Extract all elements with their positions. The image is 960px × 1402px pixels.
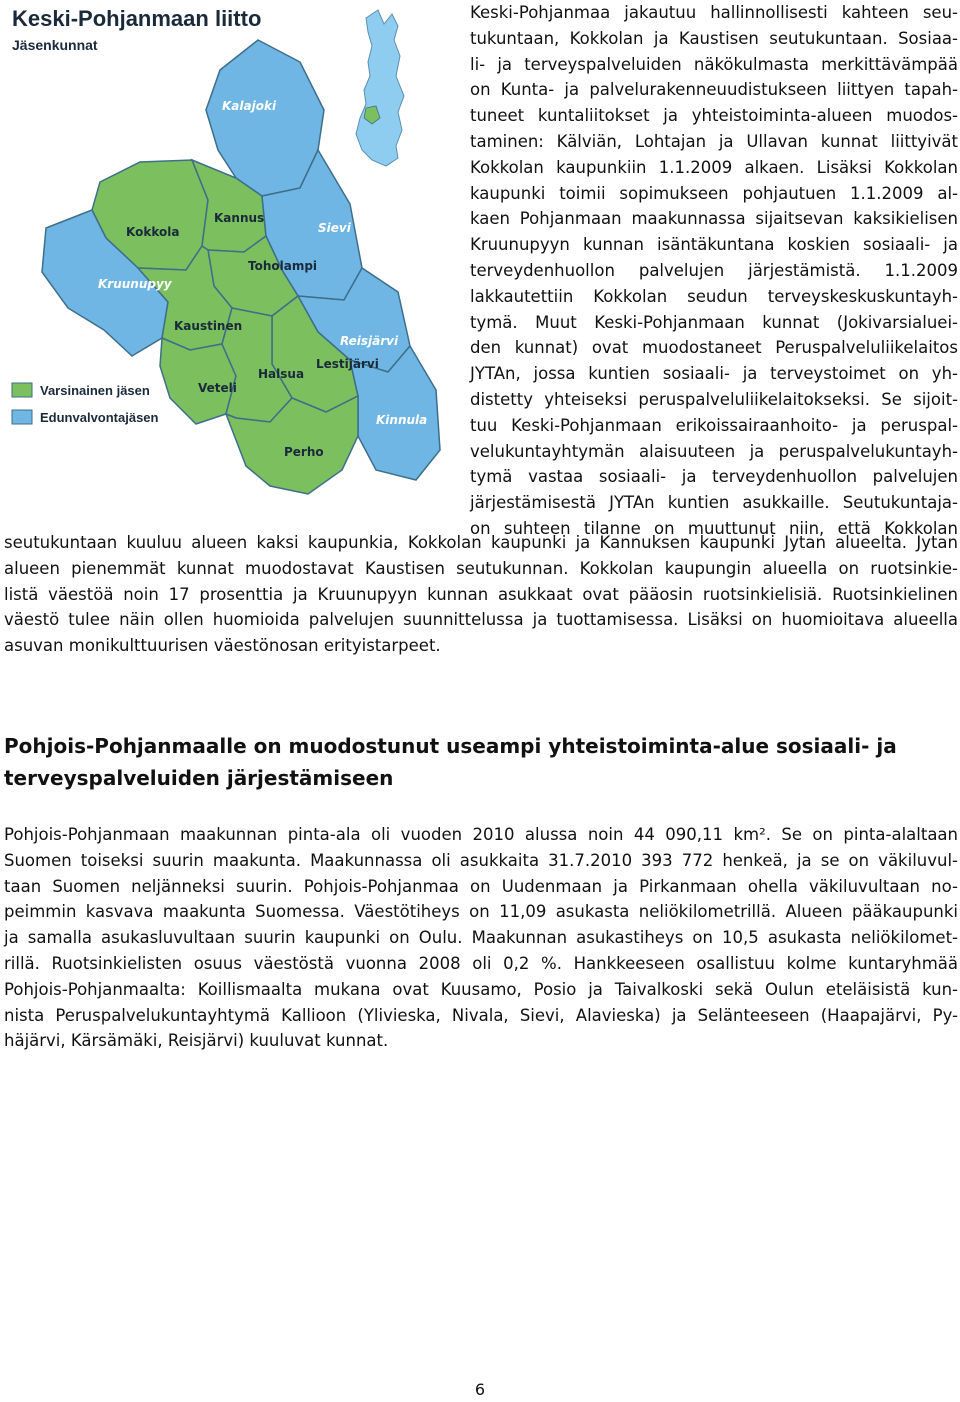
text-line: listä väestöä noin 17 prosenttia ja Kruunupyyn kunnan asukkaat ovat pääosin ruotsinkielisiä. Ruotsinkielinen [4,584,958,604]
text-line: on suhteen tilanne on muuttunut niin, että Kokkolan [470,518,958,538]
text-line: kaupunki toimii sopimukseen pohjautuen 1.1.2009 al- [470,183,958,203]
text-line: ja samalla asukasluvultaan suurin kaupunki on Oulu. Maakunnan asukastiheys on 10,5 asukasta neliökilomet- [4,928,958,948]
text-line: seutukuntaan kuuluu alueen kaksi kaupunkia, Kokkolan kaupunki ja Kannuksen kaupunki Jytan alueelta. Jytan [4,533,958,552]
text-line: väestö tulee näin ollen huomioida palvelujen suunnittelussa ja tuottamisessa. Lisäksi on huomioitava alueella [4,610,958,630]
legend-swatch-advocacy [12,410,32,424]
text-line: taan Suomen neljänneksi suurin. Pohjois-Pohjanmaa on Uudenmaan ja Pirkanmaan ohella väkiluvultaan no- [4,876,958,896]
text-line: peimmin kasvava maakunta Suomessa. Väestötiheys on 11,09 asukasta neliökilometrillä. Alueen pääkaupunki [4,902,958,922]
legend-swatch-member [12,383,32,397]
text-line: järjestämisestä JYTAn kuntien asukkaille. Seutukuntaja- [470,493,958,513]
label-halsua: Halsua [258,367,305,381]
label-veteli: Veteli [198,381,237,395]
map-subtitle: Jäsenkunnat [12,37,98,53]
legend-label-advocacy: Edunvalvontajäsen [40,410,159,425]
intro-continuation-text [4,530,958,659]
label-kokkola: Kokkola [126,225,180,239]
label-perho: Perho [284,445,324,459]
heading-line: terveyspalveluiden järjestämiseen [4,766,394,790]
pohjois-pohjanmaa-paragraph [4,822,958,1054]
legend-label-member: Varsinainen jäsen [40,383,150,398]
label-sievi: Sievi [318,221,351,235]
text-line: Kruunupyyn kunnan isäntäkuntana koskien sosiaali- ja [470,235,958,255]
page-number: 6 [474,1380,486,1399]
label-lestijarvi: Lestijärvi [316,357,379,371]
label-kannus: Kannus [214,211,265,225]
label-kalajoki: Kalajoki [222,99,277,113]
text-line: taminen: Kälviän, Lohtajan ja Ullavan kunnat liittyivät [470,131,958,151]
text-line: den kunnat) ovat muodostaneet Peruspalveluliikelaitos [470,338,958,358]
text-line: velukuntayhtymän alaisuuteen ja peruspalvelukuntayh- [470,441,958,461]
text-line: distetty yhteiseksi peruspalveluliikelaitokseksi. Se sijoit- [470,389,958,409]
label-kruunupyy: Kruunupyy [98,277,172,291]
text-line: tukuntaan, Kokkolan ja Kaustisen seutukuntaan. Sosiaa- [470,28,958,48]
text-line: terveydenhuollon palvelujen järjestämistä. 1.1.2009 [470,260,958,280]
text-line: Pohjois-Pohjanmaalta: Koillismaalta mukana ovat Kuusamo, Posio ja Taivalkoski sekä Oulun eteläisistä kun- [4,979,958,999]
text-line: tymä. Muut Keski-Pohjanmaan kunnat (Jokivarsialuei- [470,312,958,332]
text-line: asuvan monikulttuurisen väestönosan erityistarpeet. [4,636,441,656]
text-line: tymä vastaa sosiaali- ja terveydenhuollon palvelujen [470,467,958,487]
finland-silhouette [356,10,404,166]
map-graphic [0,0,462,520]
text-line: JYTAn, jossa kuntien sosiaali- ja terveystoimet on yh- [470,364,958,384]
label-toholampi: Toholampi [248,259,318,273]
text-line: li- ja terveyspalveluiden näkökulmasta merkittävämpää [470,54,958,74]
label-reisjarvi: Reisjärvi [340,334,399,348]
heading-line: Pohjois-Pohjanmaalle on muodostunut useampi yhteistoiminta-alue sosiaali- ja [4,734,897,758]
intro-column-text [470,0,958,542]
label-kinnula: Kinnula [376,413,428,427]
text-line: alueen pienemmät kunnat muodostavat Kaustisen seutukunnan. Kokkolan kaupungin alueella on ruotsinkie- [4,558,958,578]
text-line: Pohjois-Pohjanmaan maakunnan pinta-ala oli vuoden 2010 alussa noin 44 090,11 km². Se on pinta-alaltaan [4,825,958,844]
text-line: Suomen toiseksi suurin maakunta. Maakunnassa oli asukkaita 31.7.2010 393 772 henkeä, ja se on väkiluvul- [4,850,958,870]
text-line: Keski-Pohjanmaa jakautuu hallinnollisesti kahteen seu- [470,3,958,22]
member-municipalities-map [0,0,462,520]
text-line: rillä. Ruotsinkielisten osuus väestöstä vuonna 2008 oli 0,2 %. Hankkeeseen osallistuu kolme kuntaryhmää [4,953,958,973]
text-line: lakkautettiin Kokkolan seudun terveyskeskuskuntayh- [470,286,958,306]
text-line: nista Peruspalvelukuntayhtymä Kallioon (Ylivieska, Nivala, Sievi, Alavieska) ja Selänteeseen (Haapajärvi, Py- [4,1005,958,1025]
text-line: kaen Pohjanmaan maakunnassa sijaitsevan kaksikielisen [470,209,958,229]
text-line: häjärvi, Kärsämäki, Reisjärvi) kuuluvat kunnat. [4,1031,389,1051]
text-line: on Kunta- ja palvelurakenneuudistukseen liittyen tapah- [470,80,958,100]
section-heading [4,730,958,794]
text-line: tuneet kuntaliitokset ja yhteistoiminta-alueen muodos- [470,106,958,126]
text-line: tuu Keski-Pohjanmaan erikoissairaanhoito- ja peruspal- [470,415,958,435]
label-kaustinen: Kaustinen [174,319,243,333]
text-line: Kokkolan kaupunkiin 1.1.2009 alkaen. Lisäksi Kokkolan [470,157,958,177]
map-title: Keski-Pohjanmaan liitto [12,6,262,31]
